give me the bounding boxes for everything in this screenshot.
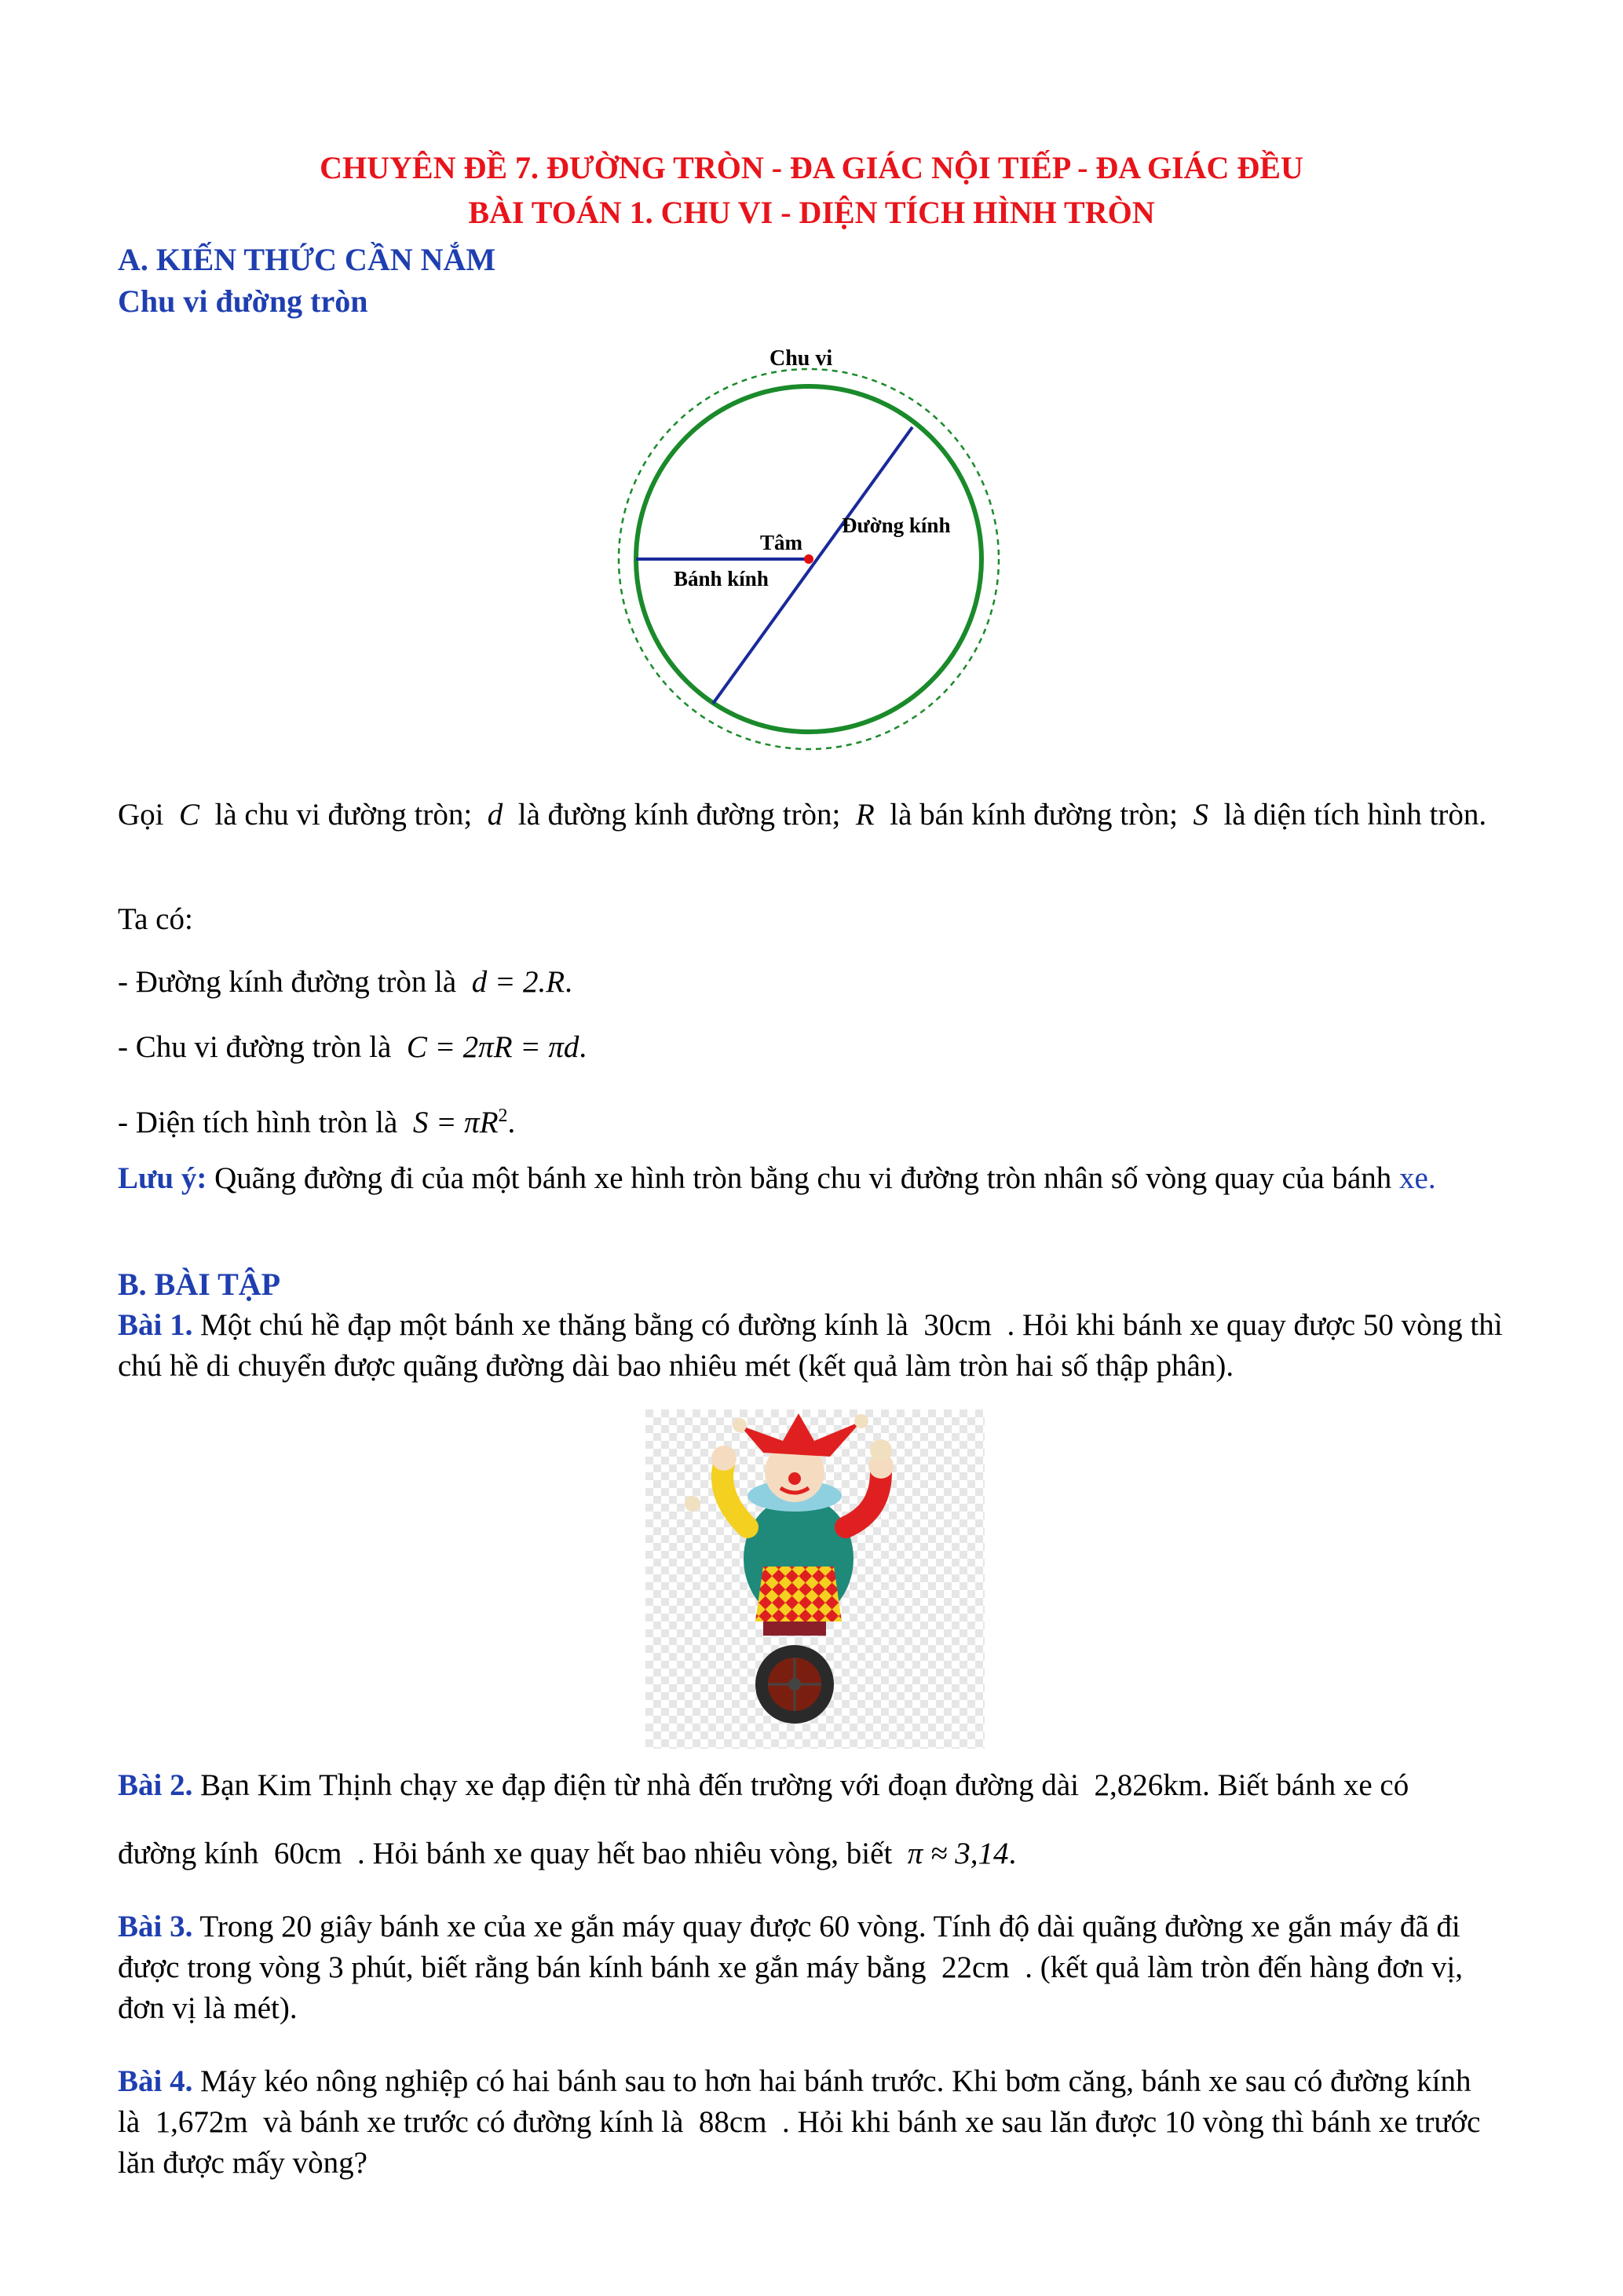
formula-diameter: - Đường kính đường tròn là d = 2.R. [118, 965, 572, 999]
section-b-heading: B. BÀI TẬP [118, 1267, 281, 1302]
exercise-4: Bài 4. Máy kéo nông nghiệp có hai bánh sau to hơn hai bánh trước. Khi bơm căng, bánh xe sau có đường kính là 1,672m và bánh xe trước có đường kính là 88cm . Hỏi khi bánh xe sau lăn được 10 vòng thì bánh xe trước lăn được mấy vòng? [118, 2064, 1481, 2180]
label-duong-kinh: Đường kính [842, 514, 951, 537]
ta-co: Ta có: [118, 902, 193, 936]
formula-area: - Diện tích hình tròn là $S = \pi R^2$. [118, 1106, 516, 1139]
clown-unicycle-illustration [645, 1409, 985, 1749]
formula-circumference: - Chu vi đường tròn là C = 2πR = πd. [118, 1030, 587, 1064]
note-paragraph: Lưu ý: Quãng đường đi của một bánh xe hình tròn bằng chu vi đường tròn nhân số vòng quay của bánh xe. [118, 1161, 1436, 1195]
exercise-2: Bài 2. Bạn Kim Thịnh chạy xe đạp điện từ nhà đến trường với đoạn đường dài 2,826km. Biết bánh xe có [118, 1768, 1409, 1802]
intro-paragraph: Gọi C là chu vi đường tròn; d là đường kính đường tròn; R là bán kính đường tròn; S là diện tích hình tròn. [118, 798, 1487, 832]
section-a-subheading: Chu vi đường tròn [118, 283, 368, 319]
circle-diagram [612, 338, 1021, 762]
diameter-line [713, 427, 912, 704]
label-ban-kinh: Bánh kính [674, 567, 769, 590]
document-title: CHUYÊN ĐỀ 7. ĐƯỜNG TRÒN - ĐA GIÁC NỘI TIẾP - ĐA GIÁC ĐỀU [320, 150, 1303, 185]
center-point [804, 554, 813, 564]
label-chu-vi: Chu vi [769, 346, 833, 371]
section-a-heading: A. KIẾN THỨC CẦN NẮM [118, 242, 496, 277]
document-subtitle: BÀI TOÁN 1. CHU VI - DIỆN TÍCH HÌNH TRÒN [468, 195, 1155, 230]
exercise-2-line-2: đường kính 60cm . Hỏi bánh xe quay hết bao nhiêu vòng, biết π ≈ 3,14. [118, 1837, 1017, 1870]
label-tam: Tâm [760, 531, 802, 554]
exercise-3: Bài 3. Trong 20 giây bánh xe của xe gắn máy quay được 60 vòng. Tính độ dài quãng đường xe gắn máy đã đi được trong vòng 3 phút, biết rằng bán kính bánh xe gắn máy bằng 22cm . (kết quả làm tròn đến hàng đơn vị, đơn vị là mét). [118, 1910, 1464, 2025]
exercise-1: Bài 1. Một chú hề đạp một bánh xe thăng bằng có đường kính là 30cm . Hỏi khi bánh xe quay được 50 vòng thì chú hề di chuyển được quãng đường dài bao nhiêu mét (kết quả làm tròn hai số thập phân). [118, 1308, 1503, 1383]
